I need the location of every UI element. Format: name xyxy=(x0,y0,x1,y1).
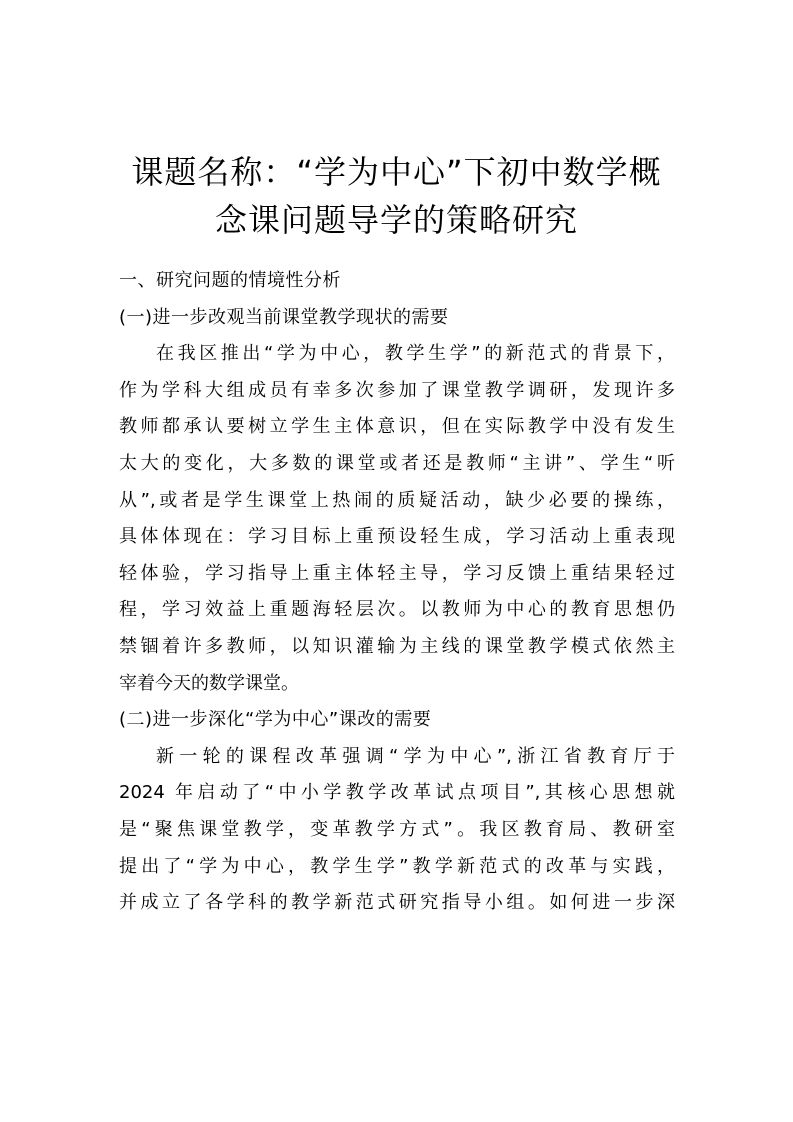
paragraph-1 xyxy=(119,336,675,702)
paragraph-line: 新一轮的课程改革强调“学为中心”,浙江省教育厅于 xyxy=(156,745,675,767)
paragraph-line: 太大的变化，大多数的课堂或者还是教师“主讲”、学生“听 xyxy=(119,452,675,474)
subsection-heading-2: (二)进一步深化“学为中心”课改的需要 xyxy=(119,709,432,731)
paragraph-line: 程，学习效益上重题海轻层次。以教师为中心的教育思想仍 xyxy=(119,599,675,621)
paragraph-line: 作为学科大组成员有幸多次参加了课堂教学调研，发现许多 xyxy=(119,379,675,401)
subsection-heading-1: (一)进一步改观当前课堂教学现状的需要 xyxy=(119,306,449,328)
paragraph-2 xyxy=(119,739,675,922)
paragraph-line: 2024 年启动了“中小学教学改革试点项目”,其核心思想就 xyxy=(119,782,675,804)
document-body xyxy=(119,263,675,922)
paragraph-line: 宰着今天的数学课堂。 xyxy=(119,672,299,694)
paragraph-line: 并成立了各学科的教学新范式研究指导小组。如何进一步深 xyxy=(119,892,675,914)
paragraph-line: 在我区推出“学为中心，教学生学”的新范式的背景下， xyxy=(156,343,675,365)
paragraph-line: 轻体验，学习指导上重主体轻主导，学习反馈上重结果轻过 xyxy=(119,562,675,584)
paragraph-line: 提出了“学为中心，教学生学”教学新范式的改革与实践， xyxy=(119,855,675,877)
paragraph-line: 从”,或者是学生课堂上热闹的质疑活动，缺少必要的操练， xyxy=(119,489,675,511)
section-heading: 一、研究问题的情境性分析 xyxy=(119,270,341,291)
paragraph-line: 具体体现在：学习目标上重预设轻生成，学习活动上重表现 xyxy=(119,526,675,548)
paragraph-line: 禁锢着许多教师，以知识灌输为主线的课堂教学模式依然主 xyxy=(119,635,675,657)
title-line-1: 课题名称：“学为中心”下初中数学概 xyxy=(131,153,662,191)
paragraph-line: 教师都承认要树立学生主体意识，但在实际教学中没有发生 xyxy=(119,416,675,438)
paragraph-line: 是“聚焦课堂教学，变革教学方式”。我区教育局、教研室 xyxy=(119,818,675,840)
title-line-2: 念课问题导学的策略研究 xyxy=(214,201,578,239)
page-title xyxy=(90,148,703,244)
